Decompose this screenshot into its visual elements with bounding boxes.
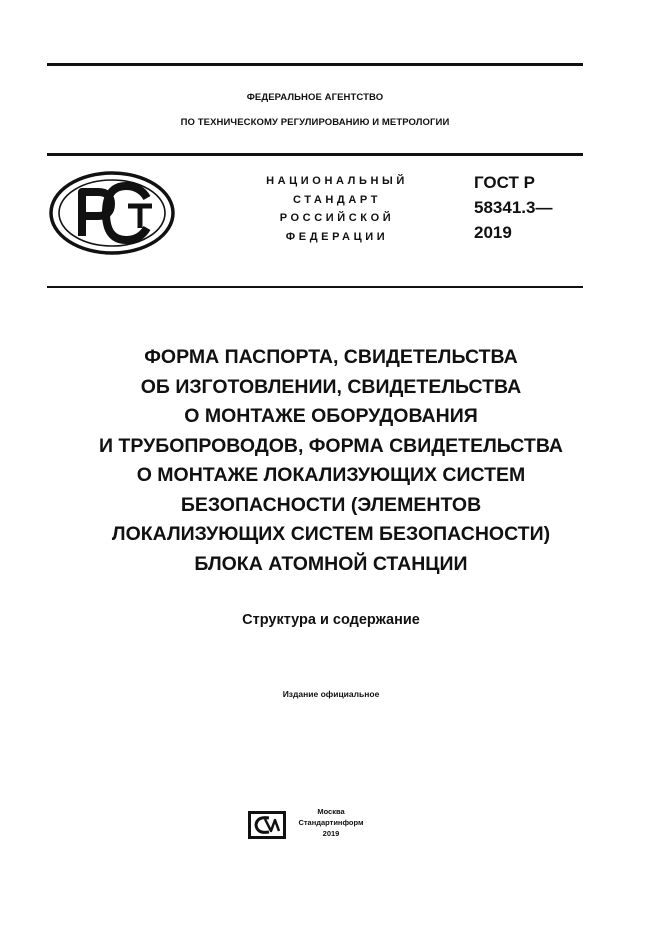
rst-logo-icon — [48, 170, 176, 256]
title-line: БЛОКА АТОМНОЙ СТАНЦИИ — [194, 552, 468, 575]
title-line: О МОНТАЖЕ ЛОКАЛИЗУЮЩИХ СИСТЕМ — [136, 464, 526, 486]
standard-number-line: 58341.3— — [474, 198, 553, 217]
title-line: БЕЗОПАСНОСТИ (ЭЛЕМЕНТОВ — [180, 493, 482, 516]
top-rule — [47, 63, 583, 66]
standard-type-line: ФЕДЕРАЦИИ — [285, 230, 389, 243]
middle-rule — [47, 153, 583, 156]
standard-type — [248, 172, 426, 246]
standard-type-line: СТАНДАРТ — [292, 193, 382, 206]
document-title — [47, 343, 615, 579]
title-line: ЛОКАЛИЗУЮЩИХ СИСТЕМ БЕЗОПАСНОСТИ) — [111, 523, 551, 545]
bottom-rule — [47, 286, 583, 288]
title-line: О МОНТАЖЕ ОБОРУДОВАНИЯ — [184, 405, 478, 427]
standard-number-line: 2019 — [474, 223, 512, 242]
standartinform-logo-icon — [247, 810, 287, 840]
publisher-year: 2019 — [322, 829, 340, 838]
publisher-info — [293, 806, 369, 839]
standard-type-line: НАЦИОНАЛЬНЫЙ — [266, 175, 408, 187]
agency-line-1: ФЕДЕРАЛЬНОЕ АГЕНТСТВО — [246, 92, 384, 103]
document-subtitle: Структура и содержание — [242, 612, 420, 628]
standard-number-line: ГОСТ Р — [474, 173, 535, 192]
edition-note: Издание официальное — [282, 689, 380, 699]
title-line: ОБ ИЗГОТОВЛЕНИИ, СВИДЕТЕЛЬСТВА — [140, 375, 522, 398]
publisher-city: Москва — [317, 807, 345, 816]
title-line: И ТРУБОПРОВОДОВ, ФОРМА СВИДЕТЕЛЬСТВА — [98, 434, 564, 457]
agency-line-2: ПО ТЕХНИЧЕСКОМУ РЕГУЛИРОВАНИЮ И МЕТРОЛОГИИ — [180, 117, 450, 128]
standard-number — [474, 170, 552, 245]
publisher-name: Стандартинформ — [298, 818, 364, 827]
standard-type-line: РОССИЙСКОЙ — [279, 212, 395, 224]
title-line: ФОРМА ПАСПОРТА, СВИДЕТЕЛЬСТВА — [144, 346, 518, 368]
